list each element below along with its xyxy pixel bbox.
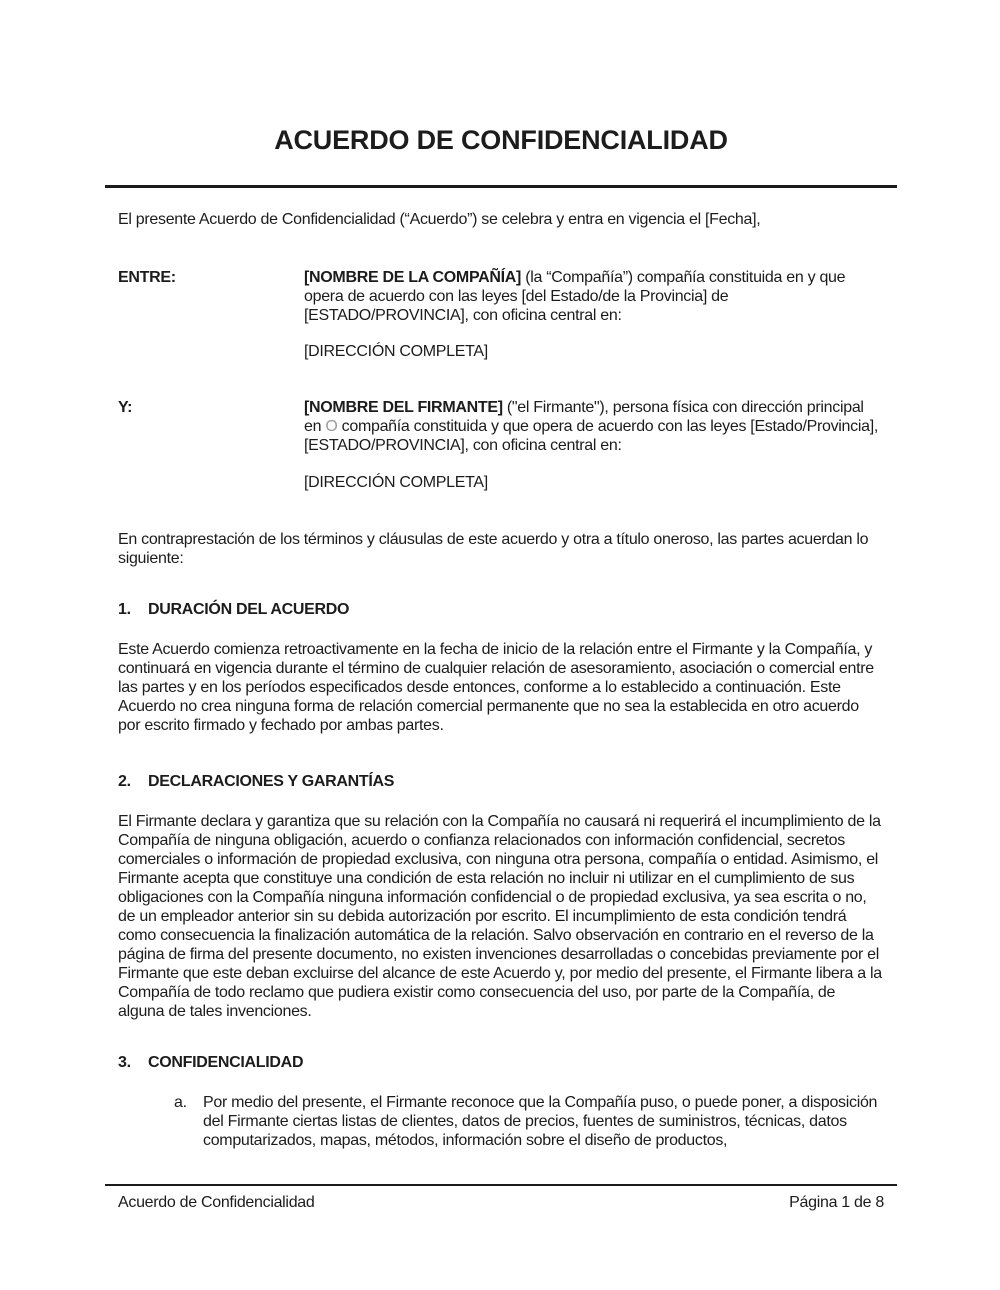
party-label: ENTRE: (118, 269, 176, 286)
section-body: El Firmante declara y garantiza que su relación con la Compañía no causará ni requerirá el incumplimiento de la Compañía de ninguna obligación, acuerdo o confianza relacionados con información confidencial, secretos comerciales o información de propiedad exclusiva, con ninguna otra persona, compañía o entidad. Asimismo, el Firmante acepta que constituye una condición de esta relación no incluir ni utilizar en el cumplimiento de sus obligaciones con la Compañía ninguna información confidencial o de propiedad exclusiva, ya sea escrita o no, de un empleador anterior sin su debida autorización por escrito. El incumplimiento de esta condición tendrá como consecuencia la finalización automática de la relación. Salvo observación en contrario en el reverso de la página de firma del presente documento, no existen invenciones desarrolladas o concebidas previamente por el Firmante que este deban excluirse del alcance de este Acuerdo y, por medio del presente, el Firmante libera a la Compañía de todo reclamo que pudiera existir como consecuencia del uso, por parte de la Compañía, de alguna de tales invenciones. (118, 813, 882, 1020)
section-body: Este Acuerdo comienza retroactivamente en la fecha de inicio de la relación entre el Firmante y la Compañía, y continuará en vigencia durante el término de cualquier relación de asesoramiento, asociación o comercial entre las partes y en los períodos especificados desde entonces, conforme a lo establecido a continuación. Este Acuerdo no crea ninguna forma de relación comercial permanente que no sea la establecida en otro acuerdo por escrito firmado y fechado por ambas partes. (118, 641, 874, 734)
party-text: ("el Firmante"), persona física con dirección principal en (304, 399, 864, 435)
header-divider (105, 185, 897, 188)
section-heading (118, 600, 884, 619)
footer-page-number: Página 1 de 8 (789, 1194, 884, 1211)
party-text: compañía constituida y que opera de acuerdo con las leyes [Estado/Provincia], [ESTADO/PROVINCIA], con oficina central en: (304, 418, 878, 454)
party-name: [NOMBRE DEL FIRMANTE] (304, 399, 503, 416)
footer-row (118, 1193, 884, 1212)
footer-divider (105, 1184, 897, 1186)
page-footer (105, 1184, 897, 1212)
footer-document-name: Acuerdo de Confidencialidad (118, 1194, 315, 1211)
party-address: [DIRECCIÓN COMPLETA] (304, 474, 488, 491)
document-title: ACUERDO DE CONFIDENCIALIDAD (274, 125, 728, 155)
section-heading-text: DURACIÓN DEL ACUERDO (148, 601, 350, 618)
section-duracion (118, 600, 884, 735)
document-content (118, 126, 884, 1150)
section-number: 1. (118, 601, 131, 618)
party-row-y (118, 398, 884, 492)
party-address: [DIRECCIÓN COMPLETA] (304, 343, 488, 360)
consideration-paragraph: En contraprestación de los términos y cláusulas de este acuerdo y otra a título oneroso, las partes acuerdan lo siguiente: (118, 531, 869, 567)
party-label: Y: (118, 399, 133, 416)
party-name: [NOMBRE DE LA COMPAÑÍA] (304, 269, 522, 286)
section-heading-text: DECLARACIONES Y GARANTÍAS (148, 773, 395, 790)
party-row-entre (118, 268, 884, 361)
section-declaraciones (118, 772, 884, 1021)
list-marker: a. (174, 1094, 187, 1111)
party-description (304, 398, 884, 455)
party-description (304, 268, 884, 325)
party-body (304, 268, 884, 361)
section-heading (118, 772, 884, 791)
section-confidencialidad (118, 1053, 884, 1150)
placeholder-circle-marker: O (325, 418, 338, 435)
section-heading-text: CONFIDENCIALIDAD (148, 1054, 304, 1071)
intro-paragraph: El presente Acuerdo de Confidencialidad (“Acuerdo”) se celebra y entra en vigencia el [Fecha], (118, 211, 761, 228)
section-heading (118, 1053, 884, 1072)
list-text: Por medio del presente, el Firmante reconoce que la Compañía puso, o puede poner, a disposición del Firmante ciertas listas de clientes, datos de precios, fuentes de suministros, técnicas, datos computarizados, mapas, métodos, información sobre el diseño de productos, (203, 1094, 878, 1149)
party-text: (la “Compañía”) compañía constituida en y que opera de acuerdo con las leyes [del Estado/de la Provincia] de [ESTADO/PROVINCIA], con oficina central en: (304, 269, 846, 324)
section-number: 2. (118, 773, 131, 790)
party-body (304, 398, 884, 492)
list-item-a (118, 1093, 884, 1150)
section-number: 3. (118, 1054, 131, 1071)
